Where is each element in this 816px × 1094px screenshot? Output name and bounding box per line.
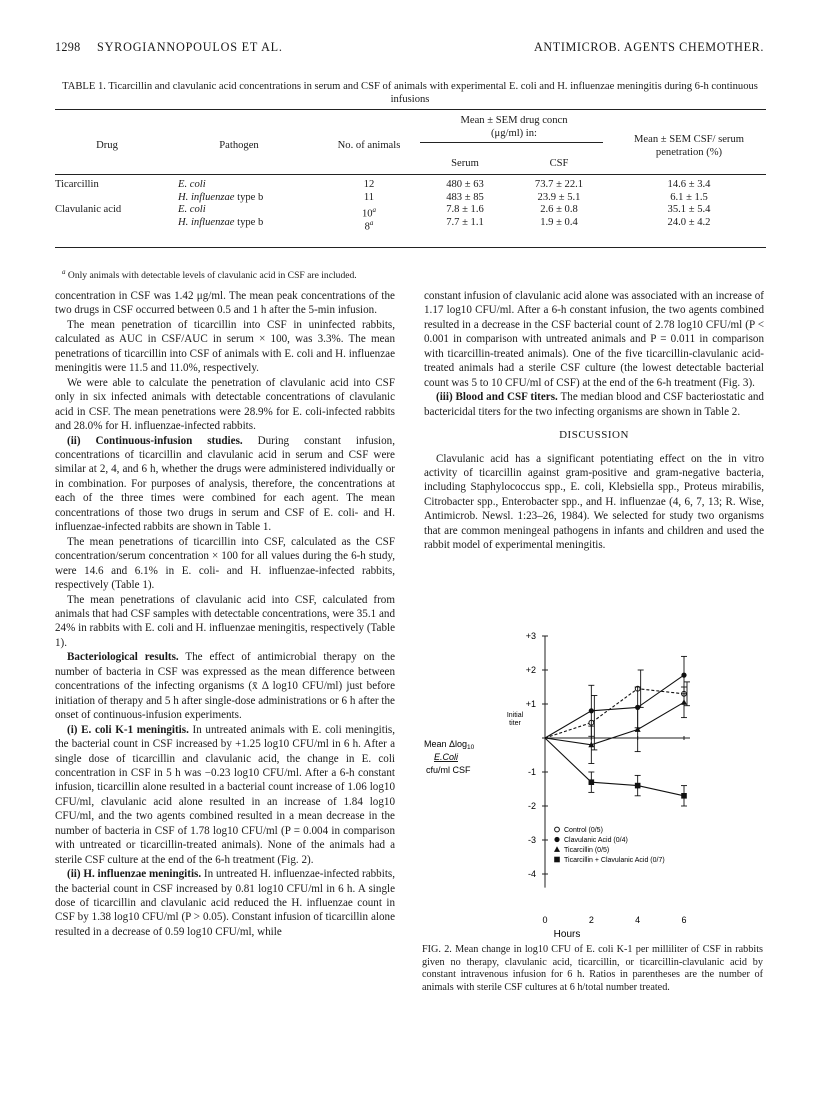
series-3 xyxy=(545,738,687,806)
table1-footnote: $^a$ Only animals with detectable levels of clavulanic acid in CSF are included. xyxy=(62,268,357,282)
data-point xyxy=(681,793,687,799)
th-serum: Serum xyxy=(451,158,479,169)
chart-series xyxy=(545,656,690,806)
data-point xyxy=(555,827,560,832)
y-tick-label: -3 xyxy=(527,835,536,845)
legend-entry: Ticarcillin + Clavulanic Acid (0/7) xyxy=(564,857,665,864)
x-axis-label: Hours xyxy=(553,929,581,940)
legend-entry: Control (0/5) xyxy=(564,827,603,834)
initial-label-line1: Initial xyxy=(506,712,524,719)
y-tick-label: +2 xyxy=(525,665,536,675)
series-line xyxy=(545,738,684,796)
y-axis-label xyxy=(424,739,475,775)
data-point xyxy=(635,783,641,789)
data-point xyxy=(554,837,559,842)
series-line xyxy=(545,689,684,738)
table-row xyxy=(55,204,766,220)
section-heading: Bacteriological results. xyxy=(67,651,179,664)
cell-n: 12 xyxy=(363,179,375,190)
y-tick-label: -1 xyxy=(527,767,536,777)
cell-serum: 483 ± 85 xyxy=(446,191,484,203)
cell-pen: 35.1 ± 5.4 xyxy=(667,204,711,216)
section-heading: (i) E. coli K-1 meningitis. xyxy=(67,723,189,736)
figure-2-chart xyxy=(412,622,752,942)
th-num-animals: No. of animals xyxy=(337,140,401,151)
paragraph: (iii) Blood and CSF titers. The median blood and CSF bacteriostatic and bactericidal titers for the two infecting organisms are shown in Table 2. xyxy=(424,391,764,418)
table-row xyxy=(55,179,766,192)
paragraph: Bacteriological results. The effect of antimicrobial therapy on the number of bacteria in CSF was expressed as the mean difference between concentrations of the infecting organisms (x̄ Δ log10 CFU/ml) just before initiation of therapy and 5 h after single-dose administrations or 6 h after the onset of continuous-infusion experiments. xyxy=(55,651,395,722)
chart-ticks xyxy=(526,631,687,925)
y-label-line3: cfu/ml CSF xyxy=(426,765,471,775)
cell-pathogen: E. coli xyxy=(178,204,206,216)
y-tick-label: +1 xyxy=(525,699,536,709)
right-column xyxy=(424,289,764,553)
cell-n: 8$^a$ xyxy=(364,218,374,233)
cell-serum: 480 ± 63 xyxy=(446,179,484,190)
th-mean-conc: Mean ± SEM drug concn (μg/ml) in: xyxy=(460,115,568,139)
data-point xyxy=(681,673,686,678)
cell-serum: 7.7 ± 1.1 xyxy=(446,216,484,228)
data-point xyxy=(554,857,560,863)
page-number: 1298 xyxy=(55,40,81,54)
table-row xyxy=(55,216,766,233)
paragraph: concentration in CSF was 1.42 μg/ml. The mean peak concentrations of the two drugs in CSF occurred between 0.5 and 1 h after the 5-min infusion. xyxy=(55,290,395,317)
cell-pen: 6.1 ± 1.5 xyxy=(670,191,708,203)
cell-n: 11 xyxy=(363,191,375,203)
cell-csf: 1.9 ± 0.4 xyxy=(540,216,578,228)
x-tick-label: 4 xyxy=(635,915,641,925)
cell-drug: Clavulanic acid xyxy=(55,204,122,216)
data-point xyxy=(681,699,687,705)
y-label-line1: Mean Δlog$_{10}$ xyxy=(424,739,475,751)
figure-2-caption: FIG. 2. Mean change in log10 CFU of E. coli K-1 per milliliter of CSF in rabbits given no therapy, clavulanic acid, ticarcillin, or ticarcillin-clavulanic acid by constant intravenous infusion for 6 h. Ratios in parentheses are the number of animals with sterile CSF cultures at 6 h/total number treated. xyxy=(422,944,763,993)
cell-pathogen: H. influenzae type b xyxy=(178,191,264,203)
running-header xyxy=(55,40,764,56)
paragraph: The mean penetrations of clavulanic acid into CSF, calculated from animals that had CSF samples with detectable concentrations, were 35.1 and 24% in rabbits with E. coli and H. influenzae meningitis, respectively (Table 1). xyxy=(55,593,395,649)
table-sub-rule xyxy=(420,142,603,143)
y-label-line2: E.Coli xyxy=(434,752,459,762)
paragraph: The mean penetrations of ticarcillin into CSF, calculated as the CSF concentration/serum concentration × 100 for all values during the 6-h study, were 14.6 and 6.1% in E. coli- and H. influenzae-infected rabbits, respectively (Table 1). xyxy=(55,535,395,592)
paragraph: (ii) H. influenzae meningitis. In untreated H. influenzae-infected rabbits, the bacterial count in CSF increased by 0.81 log10 CFU/ml in 6 h. A single dose of ticarcillin and clavulanic acid reduced the H. influenzae count in CSF by 1.38 log10 CFU/ml (P > 0.05). Constant infusion of ticarcillin alone resulted in a decrease of 0.59 log10 CFU/ml, while xyxy=(55,868,395,938)
th-penetration: Mean ± SEM CSF/ serum penetration (%) xyxy=(634,134,744,158)
th-csf: CSF xyxy=(549,158,569,169)
cell-pen: 24.0 ± 4.2 xyxy=(667,216,711,228)
paragraph: The mean penetration of ticarcillin into CSF in uninfected rabbits, calculated as AUC in CSF/AUC in serum × 100, was 3.3%. The mean penetrations of ticarcillin into CSF of animals with E. coli and H. influenzae meningitis were 11.5 and 11.0%, respectively. xyxy=(55,318,395,375)
cell-csf: 73.7 ± 22.1 xyxy=(534,179,584,190)
cell-pen: 14.6 ± 3.4 xyxy=(667,179,711,190)
data-point xyxy=(635,726,641,732)
paragraph: (i) E. coli K-1 meningitis. In untreated animals with E. coli meningitis, the bacterial count in CSF increased by +1.25 log10 CFU/ml in 6 h. After a single dose of ticarcillin and clavulanic acid, the change in E. coli concentration in CSF in 5 h was −0.23 log10 CFU/ml. After a 6-h constant infusion, ticarcillin alone resulted in a bacterial count increase of 1.06 log10 CFU/ml, clavulanic acid alone resulted in an increase of 1.84 log10 CFU/ml, and the two agents combined resulted in a mean decrease in the number of bacteria in CSF of 1.78 log10 CFU/ml (P = 0.004 in comparison with untreated or ticarcillin-treated animals). None of the animals had a sterile CSF culture at the end of the 6-h treatment (Fig. 2). xyxy=(55,723,395,866)
cell-csf: 2.6 ± 0.8 xyxy=(540,204,578,216)
paragraph: Clavulanic acid has a significant potentiating effect on the in vitro activity of ticarcillin against gram-positive and gram-negative bacteria, including Staphylococcus spp., E. coli, Klebsiella spp., Proteus mirabilis, Citrobacter spp., Enterobacter spp., and H. influenzae (4, 6, 7, 13; R. Wise, Antimicrob. Newsl. 1:23–26, 1984). We selected for study two organisms that are common meningeal pathogens in infants and children and used the rabbit model of experimental meningitis. xyxy=(424,452,764,552)
x-tick-label: 2 xyxy=(588,915,594,925)
legend-entry: Ticarcillin (0/5) xyxy=(564,847,610,854)
data-point xyxy=(589,708,594,713)
initial-label-line2: titer xyxy=(509,720,521,727)
table1-caption: TABLE 1. Ticarcillin and clavulanic acid concentrations in serum and CSF of animals with experimental E. coli and H. influenzae meningitis during 6-h continuous infusions xyxy=(62,81,758,105)
initial-titer-label xyxy=(507,712,524,727)
cell-serum: 7.8 ± 1.6 xyxy=(446,204,484,216)
cell-n: 10$^a$ xyxy=(361,206,377,220)
paragraph: constant infusion of clavulanic acid alone was associated with an increase of 1.17 log10 CFU/ml. After a 6-h constant infusion, the two agents combined resulted in a decrease in the CSF bacterial count of 2.78 log10 CFU/ml (P < 0.001 in comparison with untreated animals and P = 0.011 in comparison with ticarcillin-treated animals). One of the five ticarcillin-clavulanic acid-treated animals had a sterile CSF culture (the lowest detectable bacterial count was 5 to 10 CFU/ml of CSF) at the end of the 6-h treatment (Fig. 3). xyxy=(424,290,764,389)
x-tick-label: 0 xyxy=(542,915,548,925)
running-authors: SYROGIANNOPOULOS ET AL. xyxy=(97,40,283,54)
y-tick-label: +3 xyxy=(525,631,536,641)
section-heading: (iii) Blood and CSF titers. xyxy=(436,391,558,404)
cell-csf: 23.9 ± 5.1 xyxy=(537,191,581,203)
paragraph: We were able to calculate the penetration of clavulanic acid into CSF only in six infected animals with detectable concentrations of clavulanic acid in CSF. The mean penetrations were 28.9% for E. coli-infected rabbits and 28.0% for H. influenzae-infected rabbits. xyxy=(55,376,395,433)
paragraph: (ii) Continuous-infusion studies. During constant infusion, concentrations of ticarcillin and clavulanic acid in serum and CSF were similar at 2, 4, and 6 h, whether the drugs were administered individually or in combination. For purposes of analysis, therefore, the concentrations at each of the three times were combined for each agent. The mean concentrations of those two drugs in serum and CSF of E. coli- and H. influenzae-infected rabbits are shown in Table 1. xyxy=(55,434,395,534)
series-line xyxy=(545,675,684,738)
chart-legend xyxy=(554,827,665,864)
running-journal: ANTIMICROB. AGENTS CHEMOTHER. xyxy=(533,40,764,54)
left-column xyxy=(55,289,395,939)
th-pathogen: Pathogen xyxy=(219,140,259,151)
table1-body xyxy=(55,179,766,233)
y-tick-label: -2 xyxy=(527,801,536,811)
cell-pathogen: H. influenzae type b xyxy=(178,216,264,228)
section-heading: (ii) Continuous-infusion studies. xyxy=(67,434,243,447)
table-bottom-rule xyxy=(55,247,766,248)
discussion-heading: DISCUSSION xyxy=(559,429,629,442)
data-point xyxy=(589,779,595,785)
th-drug: Drug xyxy=(96,140,118,151)
cell-pathogen: E. coli xyxy=(178,179,206,190)
legend-entry: Clavulanic Acid (0/4) xyxy=(564,837,628,844)
y-tick-label: -4 xyxy=(527,869,536,879)
table-top-rule xyxy=(55,109,766,110)
table-header-rule xyxy=(55,174,766,175)
cell-drug: Ticarcillin xyxy=(55,179,99,190)
section-heading: (ii) H. influenzae meningitis. xyxy=(67,868,202,881)
data-point xyxy=(554,846,560,852)
series-1 xyxy=(545,656,687,738)
x-tick-label: 6 xyxy=(681,915,687,925)
table-row xyxy=(55,192,766,205)
